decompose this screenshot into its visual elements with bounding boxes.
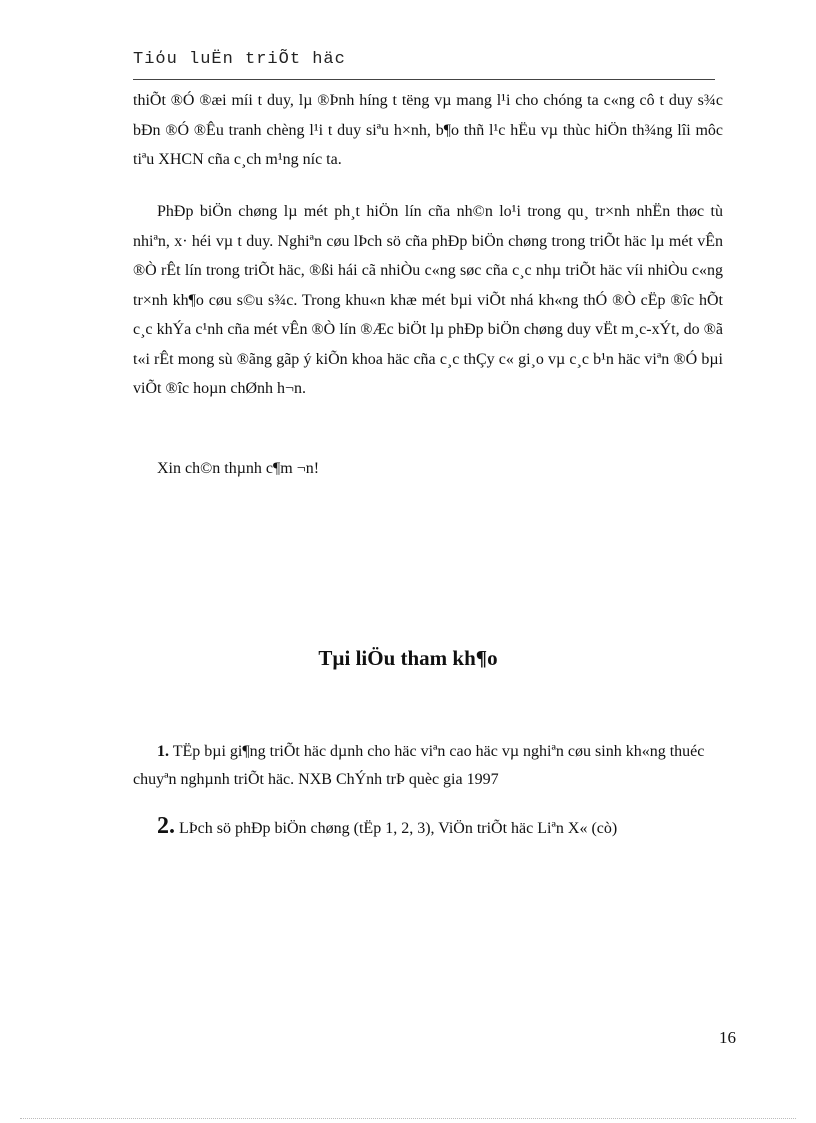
references-title: Tµi liÖu tham kh¶o xyxy=(318,646,498,670)
body-paragraph-2: PhÐp biÖn chøng lµ mét ph¸t hiÖn lín cña nh©n lo¹i trong qu¸ tr×nh nhËn thøc tù nhiªn, x· héi vµ t duy. Nghiªn cøu lÞch sö cña phÐp biÖn chøng trong triÕt häc lµ mét vÊn ®Ò rÊt lín trong triÕt häc, ®ßi hái cã nhiÒu c«ng søc cña c¸c nhµ triÕt häc víi nhiÒu c«ng tr×nh kh¶o cøu s©u s¾c. Trong khu«n khæ mét bµi viÕt nhá kh«ng thÓ ®Ò cËp ®îc hÕt c¸c khÝa c¹nh cña mét vÊn ®Ò lín ®Æc biÖt lµ phÐp biÖn chøng duy vËt m¸c-xÝt, do ®ã t«i rÊt mong sù ®ãng gãp ý kiÕn khoa häc cña c¸c thÇy c« gi¸o vµ c¸c b¹n häc viªn ®Ó bµi viÕt ®îc hoµn chØnh h¬n. xyxy=(133,203,723,397)
reference-item-2 xyxy=(133,812,723,843)
reference-number-1: 1. xyxy=(157,743,169,760)
page-number: 16 xyxy=(719,1028,736,1047)
body-paragraph-1: thiÕt ®Ó ®æi míi t duy, lµ ®Þnh híng t tëng vµ mang l¹i cho chóng ta c«ng cô t duy s¾c bÐn ®Ó ®Êu tranh chèng l¹i t duy siªu h×nh, b¶o thñ l¹c hËu vµ thùc hiÖn th¾ng lîi môc tiªu XHCN cña c¸ch m¹ng níc ta. xyxy=(133,92,723,168)
bottom-dotted-rule xyxy=(20,1118,796,1119)
reference-text-1: TËp bµi gi¶ng triÕt häc dµnh cho häc viªn cao häc vµ nghiªn cøu sinh kh«ng thuéc chuyªn nghµnh triÕt häc. NXB ChÝnh trÞ quèc gia 1997 xyxy=(133,743,705,788)
reference-item-1 xyxy=(133,738,723,794)
header-rule xyxy=(133,79,715,80)
reference-text-2: LÞch sö phÐp biÖn chøng (tËp 1, 2, 3), ViÖn triÕt häc Liªn X« (cò) xyxy=(179,820,618,837)
body-paragraph-3: Xin ch©n thµnh c¶m ¬n! xyxy=(157,460,320,477)
reference-number-2: 2. xyxy=(157,813,175,839)
running-header: Tiόu luËn triÕt häc xyxy=(133,50,346,69)
